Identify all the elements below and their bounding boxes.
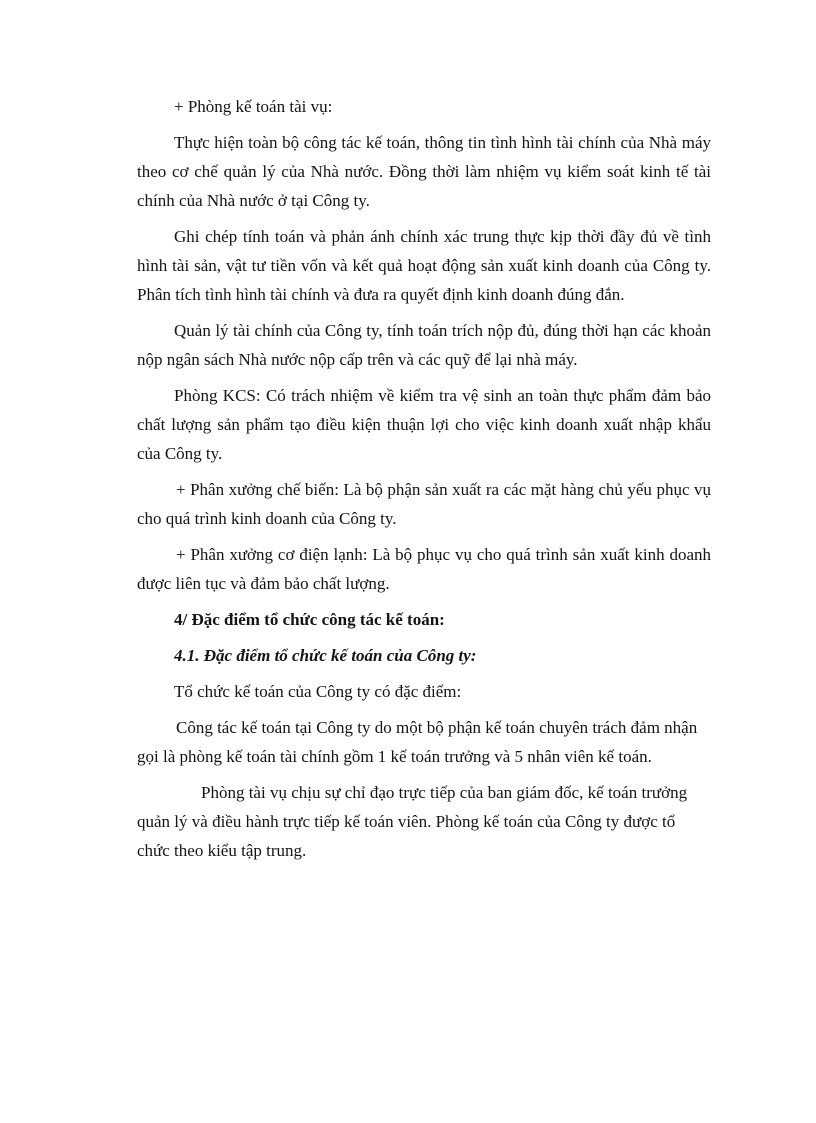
paragraph-processing-workshop: + Phân xưởng chế biến: Là bộ phận sản xuất ra các mặt hàng chủ yếu phục vụ cho quá trình kinh doanh của Công ty. — [137, 480, 711, 528]
paragraph-finance-dept: Phòng tài vụ chịu sự chỉ đạo trực tiếp của ban giám đốc, kế toán trưởng quản lý và điều hành trực tiếp kế toán viên. Phòng kế toán của Công ty được tổ chức theo kiểu tập trung. — [137, 783, 688, 860]
paragraph-electrical-workshop: + Phân xưởng cơ điện lạnh: Là bộ phục vụ cho quá trình sản xuất kinh doanh được liên tục và đảm bảo chất lượng. — [137, 545, 711, 593]
paragraph-financial-management: Quản lý tài chính của Công ty, tính toán trích nộp đủ, đúng thời hạn các khoản nộp ngân sách Nhà nước nộp cấp trên và các quỹ để lại nhà máy. — [137, 321, 711, 369]
subsection-heading: 4.1. Đặc điểm tổ chức kế toán của Công ty: — [174, 646, 477, 665]
paragraph-recording: Ghi chép tính toán và phản ánh chính xác trung thực kịp thời đầy đủ về tình hình tài sản, vật tư tiền vốn và kết quả hoạt động sản xuất kinh doanh của Công ty. Phân tích tình hình tài chính và đưa ra quyết định kinh doanh đúng đắn. — [137, 227, 711, 304]
paragraph-accounting-duties: Thực hiện toàn bộ công tác kế toán, thông tin tình hình tài chính của Nhà máy theo cơ chế quản lý của Nhà nước. Đồng thời làm nhiệm vụ kiểm soát kinh tế tài chính của Nhà nước ở tại Công ty. — [137, 133, 711, 210]
paragraph-org-intro: Tổ chức kế toán của Công ty có đặc điểm: — [174, 682, 462, 701]
paragraph-accounting-work: Công tác kế toán tại Công ty do một bộ phận kế toán chuyên trách đảm nhận gọi là phòng kế toán tài chính gồm 1 kế toán trưởng và 5 nhân viên kế toán. — [137, 718, 698, 766]
document-body — [137, 92, 711, 872]
paragraph-kcs-dept: Phòng KCS: Có trách nhiệm về kiểm tra vệ sinh an toàn thực phẩm đảm bảo chất lượng sản phẩm tạo điều kiện thuận lợi cho việc kinh doanh xuất nhập khẩu của Công ty. — [137, 386, 711, 463]
section-heading: 4/ Đặc điểm tổ chức công tác kế toán: — [174, 610, 445, 629]
paragraph-accounting-dept: + Phòng kế toán tài vụ: — [174, 97, 333, 116]
